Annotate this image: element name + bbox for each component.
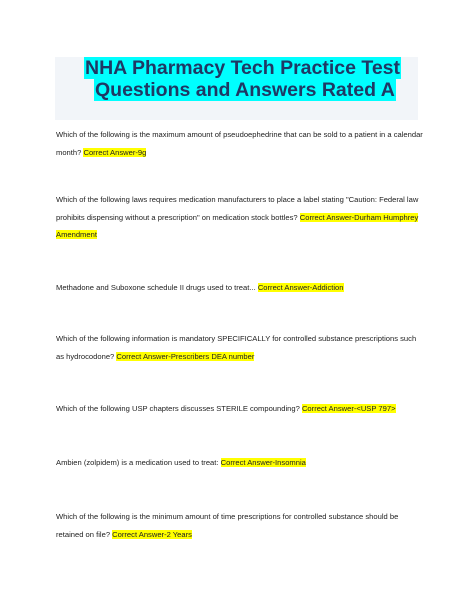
qa-item [56,126,426,161]
qa-item [56,508,426,543]
question-text: Methadone and Suboxone schedule II drugs used to treat... [56,283,256,292]
qa-item [56,191,426,244]
question-text: Which of the following is the minimum amount of time prescriptions for controlled substance should be retained on file? [56,512,399,539]
qa-item [56,400,426,418]
answer-text: Correct Answer-Addiction [257,283,344,292]
answer-text: Correct Answer-2 Years [112,529,192,539]
question-text: Which of the following laws requires medication manufacturers to place a label stating "Caution: Federal law prohibits dispensing without a prescription" on medication stock bottles? [56,195,419,222]
answer-text: Correct Answer-Prescribers DEA number [116,351,255,361]
answer-text: Correct Answer-<USP 797> [301,404,396,413]
answer-text: Correct Answer-Durham Humphrey Amendment [56,212,419,239]
question-text: Ambien (zolpidem) is a medication used to treat: [56,458,219,467]
question-text: Which of the following is the maximum amount of pseudoephedrine that can be sold to a patient in a calendar month? [56,130,423,157]
qa-item [56,454,426,472]
question-text: Which of the following USP chapters discusses STERILE compounding? [56,404,300,413]
answer-text: Correct Answer-9g [83,147,147,157]
title-line-1: NHA Pharmacy Tech Practice Test [85,57,401,79]
answer-text: Correct Answer-Insomnia [220,458,306,467]
question-text: Which of the following information is mandatory SPECIFICALLY for controlled substance prescriptions such as hydrocodone? [56,334,417,361]
title-line-2: Questions and Answers Rated A [95,79,395,101]
qa-item [56,279,426,297]
qa-item [56,330,426,365]
document-title [55,57,418,120]
